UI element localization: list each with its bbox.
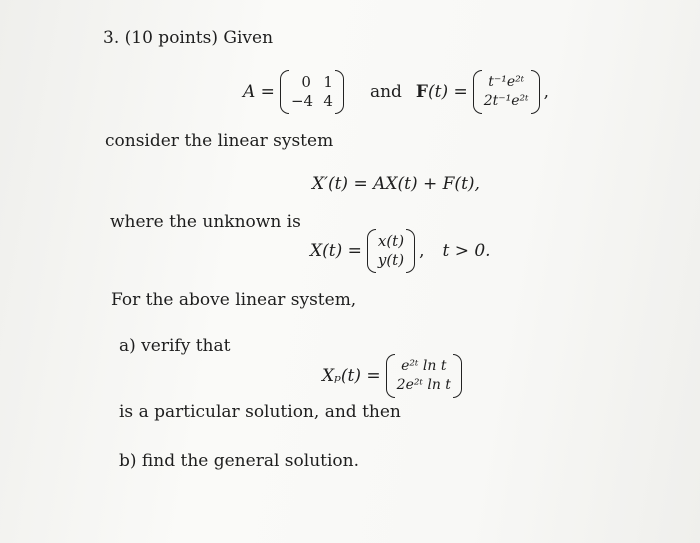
xp-label: Xₚ(t) = — [322, 366, 381, 386]
f-arg: (t) = — [427, 82, 468, 102]
right-paren — [335, 70, 344, 114]
matrix-a-cell: 0 — [301, 73, 311, 91]
problem-points: (10 points) Given — [124, 28, 274, 48]
part-a-text: a) verify that — [119, 336, 231, 356]
right-paren — [453, 354, 462, 398]
particular-text: is a particular solution, and then — [119, 402, 401, 422]
xp-entry: e²ᵗ ln t — [401, 358, 447, 374]
for-above-text: For the above linear system, — [111, 290, 357, 310]
right-paren — [406, 229, 415, 273]
x-entry: y(t) — [377, 251, 405, 269]
matrix-a-cell: 4 — [323, 92, 333, 110]
matrix-a-cell: −4 — [290, 92, 314, 110]
matrix-a-cells — [289, 73, 335, 111]
xp-entry: 2e²ᵗ ln t — [396, 377, 451, 393]
x-vector-cells — [376, 232, 406, 270]
consider-text: consider the linear system — [105, 131, 334, 151]
left-paren — [280, 70, 289, 114]
and-word: and — [369, 82, 402, 102]
f-vector — [473, 70, 540, 114]
xp-vector-cells — [395, 357, 453, 395]
particular-line — [322, 354, 462, 398]
part-b-text: b) find the general solution. — [119, 451, 359, 471]
given-line — [243, 70, 549, 114]
left-paren — [386, 354, 395, 398]
problem-number: 3. — [103, 28, 120, 48]
xp-vector — [386, 354, 462, 398]
f-vector-cells — [482, 73, 531, 111]
x-entry: x(t) — [377, 232, 405, 250]
f-trailing-comma: , — [543, 82, 550, 102]
left-paren — [473, 70, 482, 114]
right-paren — [531, 70, 540, 114]
f-label: F — [415, 82, 428, 102]
left-paren — [367, 229, 376, 273]
x-label: X(t) = — [310, 241, 362, 261]
unknown-line — [310, 229, 491, 273]
x-condition: t > 0. — [442, 241, 491, 261]
f-entry: 2t⁻¹e²ᵗ — [483, 93, 529, 109]
matrix-a — [280, 70, 344, 114]
matrix-a-cell: 1 — [323, 73, 333, 91]
system-equation: X′(t) = AX(t) + F(t), — [312, 174, 480, 194]
problem-heading — [103, 28, 273, 48]
matrix-a-label: A = — [243, 82, 275, 102]
unknown-text: where the unknown is — [110, 212, 301, 232]
x-vector — [367, 229, 415, 273]
f-entry: t⁻¹e²ᵗ — [488, 74, 525, 90]
x-comma: , — [419, 241, 425, 261]
